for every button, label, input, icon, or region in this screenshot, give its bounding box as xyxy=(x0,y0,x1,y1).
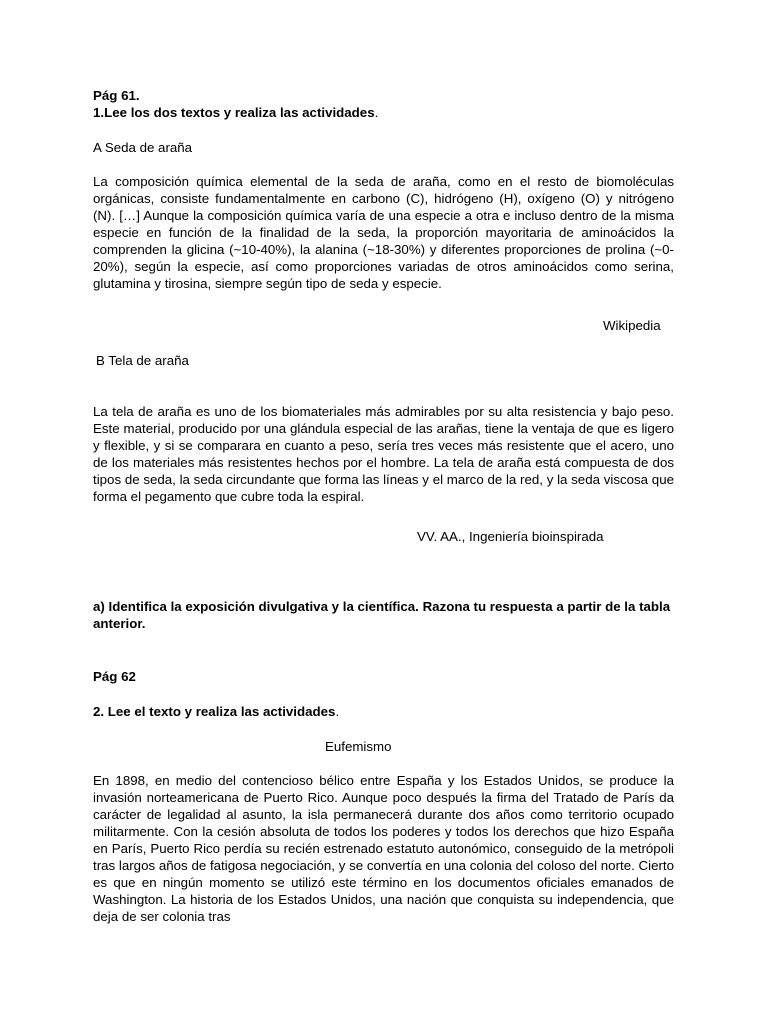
activity-1-title: 1.Lee los dos textos y realiza las actividades xyxy=(93,105,375,120)
text-b-body: La tela de araña es uno de los biomateriales más admirables por su alta resistencia y bajo peso. Este material, producido por una glándula especial de las arañas, tiene la ventaja de que es ligero y flexible, y si se comparara en cuanto a peso, sería tres veces más resistente que el acero, uno de los materiales más resistentes hechos por el hombre. La tela de araña está compuesta de dos tipos de seda, la seda circundante que forma las líneas y el marco de la red, y la seda viscosa que forma el pegamento que cubre toda la espiral. xyxy=(93,404,674,504)
activity-2-title: 2. Lee el texto y realiza las actividades xyxy=(93,704,336,719)
text-a-body: La composición química elemental de la seda de araña, como en el resto de biomoléculas orgánicas, consiste fundamentalmente en carbono (C), hidrógeno (H), oxígeno (O) y nitrógeno (N). […] Aunque la composición química varía de una especie a otra e incluso dentro de la misma especie en función de la finalidad de la seda, la proporción mayoritaria de aminoácidos la comprenden la glicina (~10-40%), la alanina (~18-30%) y diferentes proporciones de prolina (~0-20%), según la especie, así como proporciones variadas de otros aminoácidos como serina, glutamina y tirosina, siempre según tipo de seda y especie. xyxy=(93,174,674,291)
text-c-title: Eufemismo xyxy=(325,739,392,754)
page-ref-61: Pág 61. xyxy=(93,88,140,103)
text-a-source: Wikipedia xyxy=(603,318,661,333)
activity-1-period: . xyxy=(374,105,379,120)
activity-2-period: . xyxy=(335,704,340,719)
text-b-source: VV. AA., Ingeniería bioinspirada xyxy=(417,529,604,544)
text-c-body: En 1898, en medio del contencioso bélico entre España y los Estados Unidos, se produce la invasión norteamericana de Puerto Rico. Aunque poco después la firma del Tratado de París da carácter de legalidad al asunto, la isla permanecerá durante dos años como territorio ocupado militarmente. Con la cesión absoluta de todos los poderes y todos los derechos que hizo España en París, Puerto Rico perdía su recién estrenado estatuto autonómico, conseguido de la metrópoli tras largos años de fatigosa negociación, y se convertía en una colonia del coloso del norte. Cierto es que en ningún momento se utilizó este término en los documentos oficiales emanados de Washington. La historia de los Estados Unidos, una nación que conquista su independencia, que deja de ser colonia tras xyxy=(93,773,674,924)
text-b-title: B Tela de araña xyxy=(96,353,189,368)
activity-2-heading xyxy=(93,703,674,720)
page-ref-62: Pág 62 xyxy=(93,669,136,684)
activity-1-heading xyxy=(93,104,674,121)
question-a: a) Identifica la exposición divulgativa y la científica. Razona tu respuesta a partir de la tabla anterior. xyxy=(93,599,671,631)
text-a-title: A Seda de araña xyxy=(93,140,193,155)
